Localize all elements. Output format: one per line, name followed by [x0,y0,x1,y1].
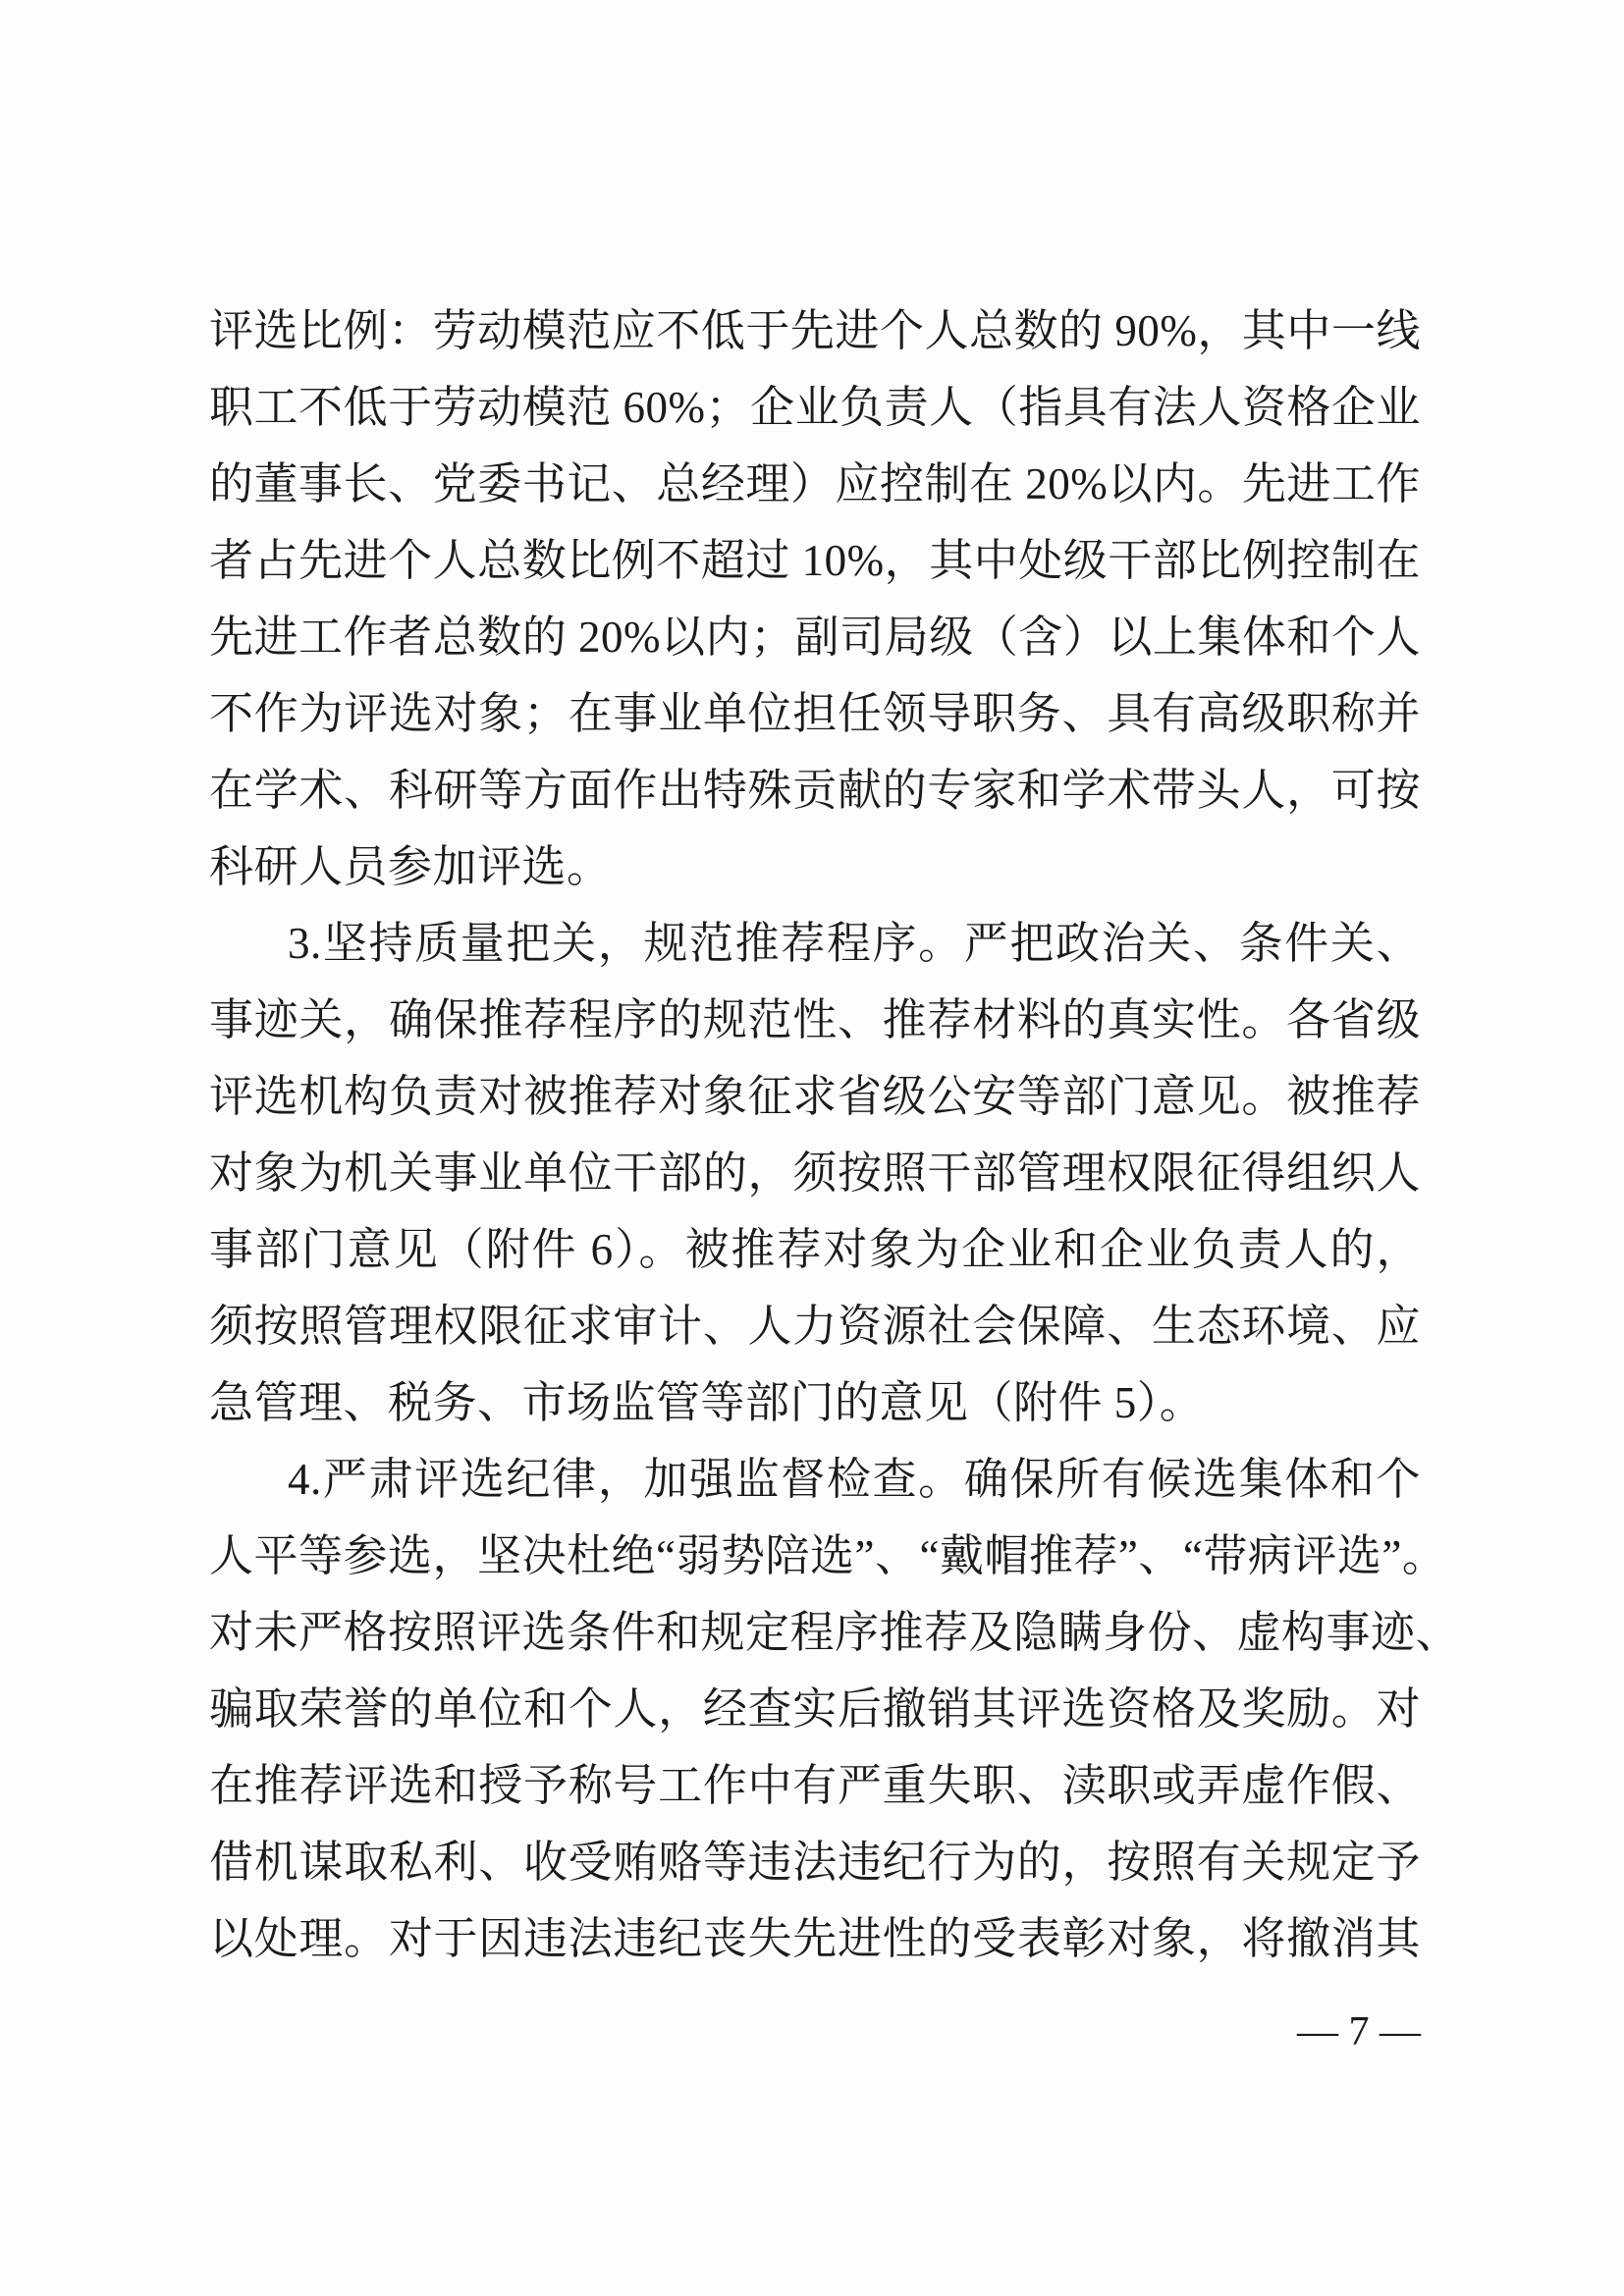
text-line: 的董事长、党委书记、总经理）应控制在 20%以内。先进工作 [209,459,1421,508]
text-line: 评选比例：劳动模范应不低于先进个人总数的 90%，其中一线 [209,306,1421,355]
text-line: 3.坚持质量把关，规范推荐程序。严把政治关、条件关、 [288,919,1421,968]
text-line: 事部门意见（附件 6）。被推荐对象为企业和企业负责人的， [209,1225,1421,1274]
text-line: 者占先进个人总数比例不超过 10%，其中处级干部比例控制在 [209,536,1421,585]
document-body [209,293,1461,1977]
text-line: 先进工作者总数的 20%以内；副司局级（含）以上集体和个人 [209,613,1421,662]
text-line: 事迹关，确保推荐程序的规范性、推荐材料的真实性。各省级 [209,995,1421,1044]
text-line: 评选机构负责对被推荐对象征求省级公安等部门意见。被推荐 [209,1072,1421,1121]
text-line: 人平等参选，坚决杜绝“弱势陪选”、“戴帽推荐”、“带病评选”。 [209,1531,1447,1580]
text-line: 在学术、科研等方面作出特殊贡献的专家和学术带头人，可按 [209,766,1421,815]
text-line: 在推荐评选和授予称号工作中有严重失职、渎职或弄虚作假、 [209,1761,1421,1810]
text-line: 科研人员参加评选。 [209,842,612,891]
text-line: 以处理。对于因违法违纪丧失先进性的受表彰对象，将撤消其 [209,1914,1421,1963]
text-line: 对象为机关事业单位干部的，须按照干部管理权限征得组织人 [209,1148,1421,1198]
text-line: 不作为评选对象；在事业单位担任领导职务、具有高级职称并 [209,689,1421,738]
text-line: 骗取荣誉的单位和个人，经查实后撤销其评选资格及奖励。对 [209,1684,1421,1734]
text-line: 急管理、税务、市场监管等部门的意见（附件 5）。 [209,1378,1205,1427]
text-line: 借机谋取私利、收受贿赂等违法违纪行为的，按照有关规定予 [209,1838,1421,1887]
text-line: 4.严肃评选纪律，加强监督检查。确保所有候选集体和个 [288,1455,1421,1504]
text-line: 对未严格按照评选条件和规定程序推荐及隐瞒身份、虚构事迹、 [209,1608,1461,1657]
text-line: 须按照管理权限征求审计、人力资源社会保障、生态环境、应 [209,1302,1421,1351]
text-line: 职工不低于劳动模范 60%；企业负责人（指具有法人资格企业 [209,383,1421,432]
page-number: — 7 — [1297,2009,1421,2055]
